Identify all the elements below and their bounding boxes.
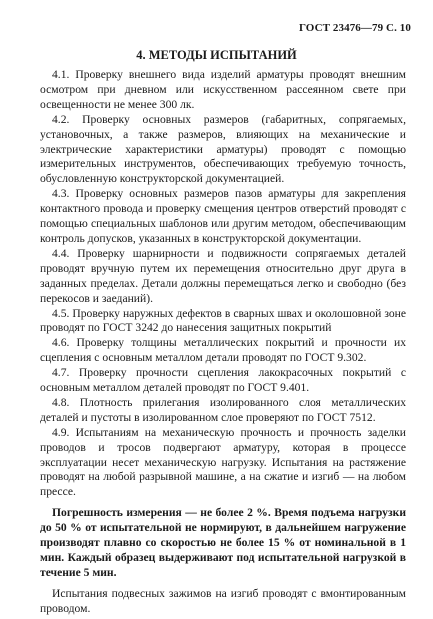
- paragraph-4-5: 4.5. Проверку наружных дефектов в сварных швах и околошовной зоне проводят по ГОСТ 3242 до нанесения защитных покрытий: [40, 306, 406, 335]
- paragraph-4-4: 4.4. Проверку шарнирности и подвижности сопрягаемых деталей проводят вручную путем их перемещения относительно друг друга в заданных пределах. Детали должны перемещаться легко и свободно (без перекосов и заеданий).: [40, 246, 406, 305]
- paragraph-4-8: 4.8. Плотность прилегания изолированного слоя металлических деталей и пустоты в изолированном слое проверяют по ГОСТ 7512.: [40, 395, 406, 424]
- paragraph-4-7: 4.7. Проверку прочности сцепления лакокрасочных покрытий с основным металлом деталей проводят по ГОСТ 9.401.: [40, 366, 406, 395]
- paragraph-4-6: 4.6. Проверку толщины металлических покрытий и прочности их сцепления с основным металлом детали проводят по ГОСТ 9.302.: [40, 336, 406, 365]
- paragraph-suspension-clamps: Испытания подвесных зажимов на изгиб проводят с вмонтированным проводом.: [40, 586, 406, 615]
- paragraph-4-1: 4.1. Проверку внешнего вида изделий арматуры проводят внешним осмотром при дневном или искусственном рассеянном свете при освещенности не менее 300 лк.: [40, 68, 406, 111]
- document-body: [40, 68, 406, 617]
- page-header: ГОСТ 23476—79 С. 10: [298, 22, 411, 34]
- section-title: 4. МЕТОДЫ ИСПЫТАНИЙ: [136, 48, 297, 62]
- paragraph-4-9: 4.9. Испытаниям на механическую прочность и прочность заделки проводов и тросов подвергают арматуру, которая в процессе эксплуатации несет механическую нагрузку. Испытания на растяжение проводят на любой разрывной машине, а на сжатие и изгиб — на любом прессе.: [40, 425, 406, 499]
- paragraph-4-2: 4.2. Проверку основных размеров (габаритных, сопрягаемых, установочных, а также размеров, влияющих на механические и электрические характеристики арматуры) проводят с помощью измерительных инструментов, обеспечивающих требуемую точность, обусловленную конструкторской документацией.: [40, 112, 406, 186]
- paragraph-measurement-error: Погрешность измерения — не более 2 %. Время подъема нагрузки до 50 % от испытательной не нормируют, в дальнейшем нагружение производят плавно со скоростью не более 15 % от номинальной в 1 мин. Каждый образец выдерживают под испытательной нагрузкой в течение 5 мин.: [40, 506, 406, 579]
- paragraph-4-3: 4.3. Проверку основных размеров пазов арматуры для закрепления контактного провода и проверку смещения центров отверстий проводят с помощью специальных шаблонов или другим методом, обеспечивающим контроль допусков, указанных в конструкторской документации.: [40, 187, 406, 245]
